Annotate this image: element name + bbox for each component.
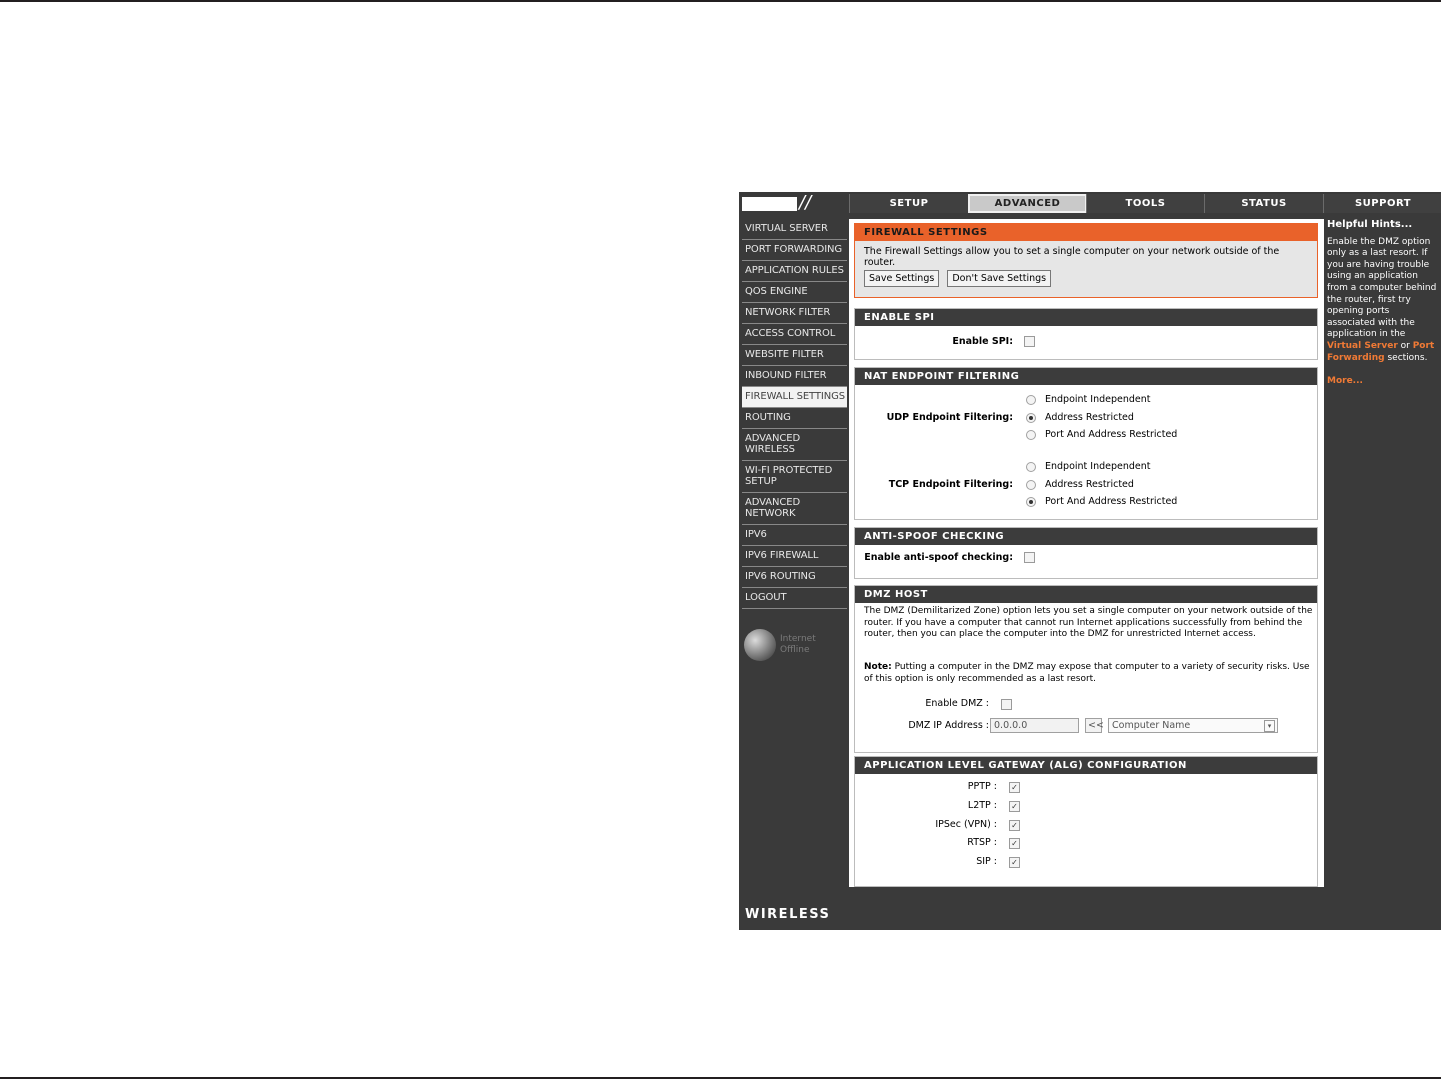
sidebar-item-virtual-server[interactable]: VIRTUAL SERVER	[742, 219, 847, 240]
alg-ipsec-checkbox[interactable]: ✓	[1009, 820, 1020, 831]
sidebar-item-logout[interactable]: LOGOUT	[742, 588, 847, 609]
hints-text-2: or	[1397, 340, 1413, 351]
tcp-address-restricted-radio[interactable]	[1026, 480, 1036, 490]
tab-advanced[interactable]: ADVANCED	[968, 194, 1087, 213]
sidebar-item-routing[interactable]: ROUTING	[742, 408, 847, 429]
udp-option-address-restricted: Address Restricted	[1045, 412, 1134, 423]
dont-save-settings-button[interactable]: Don't Save Settings	[947, 270, 1051, 287]
anti-spoof-label: Enable anti-spoof checking:	[864, 552, 1013, 563]
alg-title: APPLICATION LEVEL GATEWAY (ALG) CONFIGURATION	[855, 757, 1317, 774]
tcp-endpoint-independent-radio[interactable]	[1026, 462, 1036, 472]
alg-rtsp-checkbox[interactable]: ✓	[1009, 838, 1020, 849]
internet-status	[744, 629, 844, 669]
anti-spoof-section	[854, 527, 1318, 579]
hints-more-link[interactable]: More...	[1327, 376, 1363, 387]
anti-spoof-checkbox[interactable]	[1024, 552, 1035, 563]
sidebar-item-qos-engine[interactable]: QOS ENGINE	[742, 282, 847, 303]
enable-spi-label: Enable SPI:	[952, 336, 1013, 347]
main-content	[849, 219, 1324, 887]
sidebar-item-ipv6-routing[interactable]: IPV6 ROUTING	[742, 567, 847, 588]
sidebar-item-ipv6[interactable]: IPV6	[742, 525, 847, 546]
top-rule	[0, 0, 1441, 2]
firewall-buttons	[864, 270, 1059, 287]
sidebar-item-application-rules[interactable]: APPLICATION RULES	[742, 261, 847, 282]
enable-spi-checkbox[interactable]	[1024, 336, 1035, 347]
dmz-note	[864, 662, 1314, 685]
save-settings-button[interactable]: Save Settings	[864, 270, 939, 287]
dmz-note-bold: Note:	[864, 662, 892, 672]
dmz-assign-button[interactable]: <<	[1085, 718, 1102, 733]
tcp-option-address-restricted: Address Restricted	[1045, 479, 1134, 490]
globe-icon	[744, 629, 776, 661]
udp-filtering-label: UDP Endpoint Filtering:	[886, 412, 1013, 423]
tab-support[interactable]: SUPPORT	[1323, 194, 1441, 213]
alg-l2tp-checkbox[interactable]: ✓	[1009, 801, 1020, 812]
alg-sip-checkbox[interactable]: ✓	[1009, 857, 1020, 868]
tab-setup[interactable]: SETUP	[849, 194, 968, 213]
bottom-rule	[0, 1077, 1441, 1079]
logo-bar	[742, 197, 797, 211]
computer-name-select[interactable]	[1108, 718, 1278, 733]
firewall-settings-section	[854, 223, 1318, 298]
alg-ipsec-label: IPSec (VPN) :	[935, 819, 997, 830]
tab-tools[interactable]: TOOLS	[1086, 194, 1204, 213]
hints-virtual-server-link[interactable]: Virtual Server	[1327, 340, 1398, 351]
tcp-option-endpoint-independent: Endpoint Independent	[1045, 461, 1151, 472]
sidebar-item-port-forwarding[interactable]: PORT FORWARDING	[742, 240, 847, 261]
alg-pptp-label: PPTP :	[967, 781, 997, 792]
hints-title: Helpful Hints...	[1327, 219, 1413, 230]
computer-name-value: Computer Name	[1112, 720, 1191, 731]
alg-l2tp-label: L2TP :	[967, 800, 997, 811]
udp-endpoint-independent-radio[interactable]	[1026, 395, 1036, 405]
sidebar-item-access-control[interactable]: ACCESS CONTROL	[742, 324, 847, 345]
udp-port-address-restricted-radio[interactable]	[1026, 430, 1036, 440]
sidebar	[742, 219, 847, 609]
tcp-filtering-label: TCP Endpoint Filtering:	[888, 479, 1013, 490]
enable-dmz-checkbox[interactable]	[1001, 699, 1012, 710]
hints-text-3: sections.	[1384, 352, 1428, 363]
internet-status-text: Internet Offline	[780, 634, 816, 655]
tab-status[interactable]: STATUS	[1204, 194, 1323, 213]
nat-endpoint-title: NAT ENDPOINT FILTERING	[855, 368, 1317, 385]
firewall-settings-title: FIREWALL SETTINGS	[855, 224, 1317, 241]
anti-spoof-title: ANTI-SPOOF CHECKING	[855, 528, 1317, 545]
enable-spi-title: ENABLE SPI	[855, 309, 1317, 326]
enable-dmz-label: Enable DMZ :	[925, 698, 989, 709]
alg-sip-label: SIP :	[976, 856, 997, 867]
dmz-description: The DMZ (Demilitarized Zone) option lets you set a single computer on your network outside of the router. If you have a computer that cannot run Internet applications successfully from behind the router, then you can place the computer into the DMZ for unrestricted Internet access.	[864, 606, 1313, 639]
nat-endpoint-section	[854, 367, 1318, 520]
sidebar-item-firewall-settings[interactable]: FIREWALL SETTINGS	[742, 387, 847, 408]
sidebar-item-ipv6-firewall[interactable]: IPV6 FIREWALL	[742, 546, 847, 567]
router-admin-panel	[739, 192, 1441, 930]
helpful-hints	[1327, 219, 1439, 388]
tcp-port-address-restricted-radio[interactable]	[1026, 497, 1036, 507]
sidebar-item-website-filter[interactable]: WEBSITE FILTER	[742, 345, 847, 366]
dmz-ip-label: DMZ IP Address :	[908, 720, 989, 731]
udp-option-endpoint-independent: Endpoint Independent	[1045, 394, 1151, 405]
alg-section	[854, 756, 1318, 887]
dmz-host-section	[854, 585, 1318, 753]
firewall-description: The Firewall Settings allow you to set a single computer on your network outside of the router.	[864, 246, 1280, 268]
tcp-option-port-address-restricted: Port And Address Restricted	[1045, 496, 1178, 507]
hints-port-forwarding-link[interactable]: Port Forwarding	[1327, 340, 1435, 363]
logo-slash-icon: //	[799, 192, 812, 213]
sidebar-item-advanced-wireless[interactable]: ADVANCED WIRELESS	[742, 429, 847, 461]
alg-pptp-checkbox[interactable]: ✓	[1009, 782, 1020, 793]
hints-text-1: Enable the DMZ option only as a last resort. If you are having trouble using an application from a computer behind the router, first try opening ports associated with the application in the	[1327, 236, 1437, 340]
dmz-ip-input[interactable]: 0.0.0.0	[990, 718, 1079, 733]
udp-address-restricted-radio[interactable]	[1026, 413, 1036, 423]
dmz-host-title: DMZ HOST	[855, 586, 1317, 603]
wireless-brand: WIRELESS	[745, 907, 831, 922]
sidebar-item-inbound-filter[interactable]: INBOUND FILTER	[742, 366, 847, 387]
enable-spi-section	[854, 308, 1318, 360]
hints-text	[1327, 237, 1439, 365]
sidebar-item-wifi-protected-setup[interactable]: WI-FI PROTECTED SETUP	[742, 461, 847, 493]
udp-option-port-address-restricted: Port And Address Restricted	[1045, 429, 1178, 440]
chevron-down-icon: ▾	[1264, 720, 1275, 732]
alg-rtsp-label: RTSP :	[967, 837, 997, 848]
dmz-note-text: Putting a computer in the DMZ may expose that computer to a variety of security risks. Use of this option is only recommended as a last resort.	[864, 662, 1310, 684]
sidebar-item-network-filter[interactable]: NETWORK FILTER	[742, 303, 847, 324]
sidebar-item-advanced-network[interactable]: ADVANCED NETWORK	[742, 493, 847, 525]
brand-logo	[739, 192, 849, 214]
